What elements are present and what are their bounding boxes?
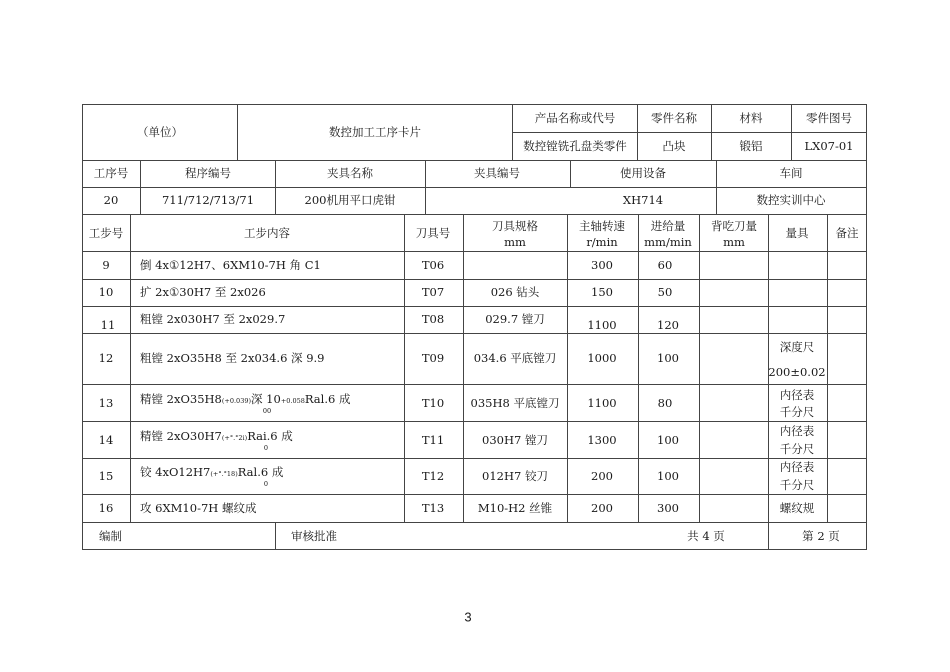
row-tool-spec: 035H8 平底镗刀 [470, 396, 560, 410]
program-no-label: 程序编号 [185, 166, 231, 180]
row-gauge: 深度尺 [779, 340, 815, 354]
rule [82, 160, 867, 161]
row-content-main: 精镗 2xO30H7 [140, 429, 222, 443]
fixture-no-label: 夹具编号 [474, 166, 520, 180]
row-content-finish: Rai.6 成 [247, 429, 293, 443]
row-content-depth: 深 10 [251, 392, 281, 406]
row-speed: 1300 [587, 433, 617, 447]
row-tool-no: T11 [421, 433, 445, 447]
row-content: 粗镗 2x030H7 至 2x029.7 [140, 312, 286, 326]
row-tool-no: T12 [421, 469, 445, 483]
row-step-no: 9 [102, 258, 110, 272]
row-speed: 300 [591, 258, 613, 272]
col-step-no: 工步号 [88, 226, 124, 240]
rule [82, 494, 867, 495]
rule [82, 421, 867, 422]
workshop-value: 数控实训中心 [756, 193, 826, 207]
rule [82, 104, 83, 550]
tolerance-label: +0.058 [280, 397, 305, 405]
col-feed-unit: mm/min [644, 235, 692, 249]
row-content-main: 精镗 2xO35H8 [140, 392, 222, 406]
rule [140, 160, 141, 214]
drawing-no-value: LX07-01 [804, 139, 854, 153]
rule [425, 160, 426, 214]
row-step-no: 15 [98, 469, 114, 483]
col-depth: 背吃刀量 [711, 219, 757, 233]
rule [637, 104, 638, 160]
tolerance-lower: 00 [262, 407, 272, 415]
rule [512, 104, 513, 160]
row-speed: 1100 [587, 318, 617, 332]
rule [82, 187, 867, 188]
row-step-no: 13 [98, 396, 114, 410]
row-gauge: 螺纹规 [779, 501, 815, 515]
equipment-label: 使用设备 [620, 166, 666, 180]
rule [791, 104, 792, 160]
col-tool-spec-unit: mm [504, 235, 526, 249]
row-feed: 120 [657, 318, 679, 332]
row-content: 攻 6XM10-7H 螺纹成 [140, 501, 257, 515]
rule [463, 214, 464, 522]
tolerance-label: (+°.°18) [210, 470, 238, 478]
material-label: 材料 [739, 111, 763, 125]
rule [82, 214, 867, 215]
row-gauge: 内径表 [779, 460, 815, 474]
rule [82, 251, 867, 252]
fixture-name-value: 200机用平口虎钳 [304, 193, 396, 207]
col-depth-unit: mm [723, 235, 745, 249]
row-gauge: 内径表 [779, 424, 815, 438]
part-name-value: 凸块 [662, 139, 686, 153]
rule [275, 522, 276, 549]
row-tool-no: T09 [421, 351, 445, 365]
process-no-label: 工序号 [93, 166, 129, 180]
row-gauge: 内径表 [779, 388, 815, 402]
row-feed: 100 [657, 469, 679, 483]
total-pages: 共 4 页 [687, 529, 725, 543]
row-feed: 300 [657, 501, 679, 515]
rule [512, 132, 867, 133]
rule [82, 458, 867, 459]
row-gauge: 千分尺 [779, 442, 815, 456]
row-content [140, 429, 293, 445]
row-tool-no: T13 [421, 501, 445, 515]
product-value: 数控镗铣孔盘类零件 [523, 139, 627, 153]
rule [275, 160, 276, 214]
tolerance-lower: 0 [263, 444, 269, 452]
row-step-no: 11 [100, 318, 116, 332]
product-label: 产品名称或代号 [534, 111, 616, 125]
row-speed: 1000 [587, 351, 617, 365]
review-label: 审核批准 [291, 529, 337, 543]
workshop-label: 车间 [779, 166, 803, 180]
col-content: 工步内容 [244, 226, 290, 240]
row-tool-no: T06 [421, 258, 445, 272]
row-content-finish: Ral.6 成 [304, 392, 351, 406]
col-feed: 进给量 [650, 219, 686, 233]
row-content: 粗镗 2xO35H8 至 2x034.6 深 9.9 [140, 351, 325, 365]
row-gauge: 千分尺 [779, 478, 815, 492]
program-no-value: 711/712/713/71 [161, 193, 255, 207]
row-tool-spec: 026 钻头 [490, 285, 540, 299]
row-feed: 80 [657, 396, 673, 410]
rule [82, 522, 867, 523]
row-tool-no: T10 [421, 396, 445, 410]
rule [699, 214, 700, 522]
rule [82, 306, 867, 307]
equipment-value: XH714 [622, 193, 664, 207]
rule [638, 214, 639, 522]
row-content: 倒 4x①12H7、6XM10-7H 角 C1 [140, 258, 321, 272]
col-tool-no: 刀具号 [415, 226, 451, 240]
rule [827, 214, 828, 522]
row-speed: 200 [591, 501, 613, 515]
row-feed: 50 [657, 285, 673, 299]
rule [82, 549, 867, 550]
row-content-finish: Ral.6 成 [237, 465, 284, 479]
row-step-no: 14 [98, 433, 114, 447]
rule [711, 104, 712, 160]
rule [570, 160, 571, 187]
col-speed-unit: r/min [586, 235, 618, 249]
rule [82, 104, 867, 105]
rule [82, 333, 867, 334]
current-page: 第 2 页 [802, 529, 840, 543]
row-gauge-spec: 200±0.02 [768, 365, 826, 379]
rule [404, 214, 405, 522]
row-feed: 60 [657, 258, 673, 272]
fixture-name-label: 夹具名称 [327, 166, 373, 180]
rule [82, 279, 867, 280]
row-tool-spec: 034.6 平底镗刀 [473, 351, 557, 365]
rule [130, 214, 131, 522]
unit-label: （单位） [137, 125, 183, 139]
row-feed: 100 [657, 433, 679, 447]
col-tool-spec: 刀具规格 [492, 219, 538, 233]
tolerance-label: (+°.°2i) [221, 434, 248, 442]
material-value: 锻铝 [739, 139, 763, 153]
col-remark: 备注 [835, 226, 859, 240]
rule [82, 384, 867, 385]
row-gauge: 千分尺 [779, 405, 815, 419]
process-no-value: 20 [103, 193, 119, 207]
rule [716, 160, 717, 214]
tolerance-label: (+0.039) [221, 397, 252, 405]
tolerance-lower: 0 [263, 480, 269, 488]
card-title: 数控加工工序卡片 [329, 125, 421, 139]
row-content: 扩 2x①30H7 至 2x026 [140, 285, 266, 299]
row-speed: 200 [591, 469, 613, 483]
row-step-no: 16 [98, 501, 114, 515]
rule [567, 214, 568, 522]
row-tool-spec: 030H7 镗刀 [482, 433, 548, 447]
rule [768, 522, 769, 549]
row-tool-spec: 029.7 镗刀 [485, 312, 545, 326]
col-gauge: 量具 [785, 226, 809, 240]
row-tool-no: T08 [421, 312, 445, 326]
row-feed: 100 [657, 351, 679, 365]
page-number: 3 [464, 609, 472, 625]
drawing-no-label: 零件图号 [806, 111, 852, 125]
row-tool-no: T07 [421, 285, 445, 299]
row-content [140, 465, 283, 481]
row-speed: 1100 [587, 396, 617, 410]
rule [237, 104, 238, 160]
col-speed: 主轴转速 [579, 219, 625, 233]
row-speed: 150 [591, 285, 613, 299]
part-name-label: 零件名称 [651, 111, 697, 125]
rule [866, 104, 867, 550]
row-step-no: 10 [98, 285, 114, 299]
row-content-main: 铰 4xO12H7 [140, 465, 211, 479]
row-content [140, 392, 350, 408]
row-tool-spec: M10-H2 丝锥 [477, 501, 553, 515]
row-tool-spec: 012H7 铰刀 [482, 469, 548, 483]
compiled-label: 编制 [99, 529, 122, 543]
row-step-no: 12 [98, 351, 114, 365]
